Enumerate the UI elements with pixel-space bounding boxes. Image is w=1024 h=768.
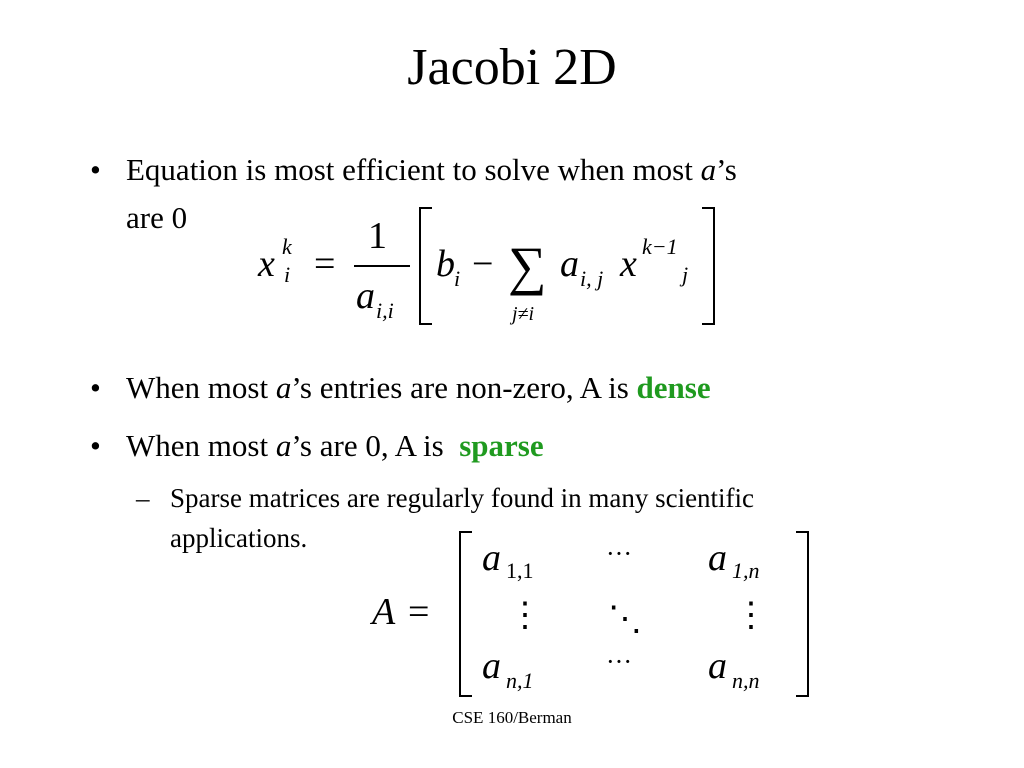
eq1-b-var: b (436, 243, 455, 285)
bullet-2 (90, 364, 966, 412)
eq2-lhs: A (372, 591, 396, 633)
bullet-glyph: • (90, 428, 101, 463)
footer: CSE 160/Berman (452, 708, 572, 727)
eq2-vdots-left: ⋮ (508, 597, 542, 634)
eq2-ann-var: a (708, 645, 727, 687)
bullet-1-line2: are 0 (126, 200, 188, 235)
bullet-glyph: • (90, 152, 101, 187)
eq1-a-sub: i, j (580, 266, 604, 291)
eq2-a11-var: a (482, 537, 501, 579)
dense-highlight: dense (636, 370, 711, 405)
bullet-1-text-before: Equation is most efficient to solve when most (126, 152, 701, 187)
eq1-sum-sub: j≠i (512, 303, 535, 325)
bullet-3 (90, 422, 966, 470)
eq2-vdots-right: ⋮ (734, 597, 768, 634)
eq2-ann-sub: n,n (732, 668, 760, 693)
eq1-b-sub: i (454, 266, 461, 291)
bullet-glyph: • (90, 370, 101, 405)
eq2-a11-sub: 1,1 (506, 558, 534, 583)
eq1-den-var: a (356, 275, 375, 317)
eq1-a-var: a (560, 243, 579, 285)
bullet-3-text-before: When most (126, 428, 276, 463)
bullet-2-text-before: When most (126, 370, 276, 405)
eq1-x-sub: j (682, 262, 689, 287)
eq2-hdots-bottom: ··· (606, 647, 632, 676)
eq2-a1n-sub: 1,n (732, 558, 760, 583)
eq1-lhs-sub: i (284, 262, 291, 287)
eq2-ddots: ⋱ (608, 601, 642, 638)
bullet-1-text-after: ’s (716, 152, 737, 187)
eq1-numerator: 1 (368, 215, 387, 257)
eq1-lhs-sup: k (282, 234, 292, 259)
sparse-highlight: sparse (459, 428, 544, 463)
sparse-matrix-equation (364, 526, 814, 702)
eq1-minus: − (472, 243, 494, 285)
eq1-den-sub: i,i (376, 298, 394, 323)
eq1-left-bracket (420, 208, 432, 324)
bullet-3-italic: a (275, 428, 292, 463)
slide-title: Jacobi 2D (407, 39, 617, 96)
eq2-an1-sub: n,1 (506, 668, 534, 693)
bullet-1-italic: a (700, 152, 717, 187)
bullet-2-italic: a (275, 370, 292, 405)
eq1-x-sup: k−1 (642, 234, 678, 259)
eq1-x-var: x (620, 243, 637, 285)
sub-bullet-line2: applications. (170, 523, 308, 553)
eq2-left-bracket (460, 532, 472, 696)
eq1-right-bracket (702, 208, 714, 324)
sub-bullet-line1: Sparse matrices are regularly found in many scientific (170, 483, 755, 513)
eq1-sum: ∑ (508, 236, 547, 296)
eq1-equals: = (314, 243, 336, 285)
eq2-equals: = (408, 591, 430, 633)
bullet-2-text-after: ’s entries are non-zero, A is (291, 370, 637, 405)
sub-bullet-glyph: – (136, 483, 150, 513)
bullet-3-text-after: ’s are 0, A is (291, 428, 452, 463)
eq1-lhs-var: x (258, 243, 275, 285)
jacobi-equation (240, 196, 740, 336)
eq2-hdots-top: ··· (606, 539, 632, 568)
eq2-an1-var: a (482, 645, 501, 687)
eq2-right-bracket (796, 532, 808, 696)
eq2-a1n-var: a (708, 537, 727, 579)
